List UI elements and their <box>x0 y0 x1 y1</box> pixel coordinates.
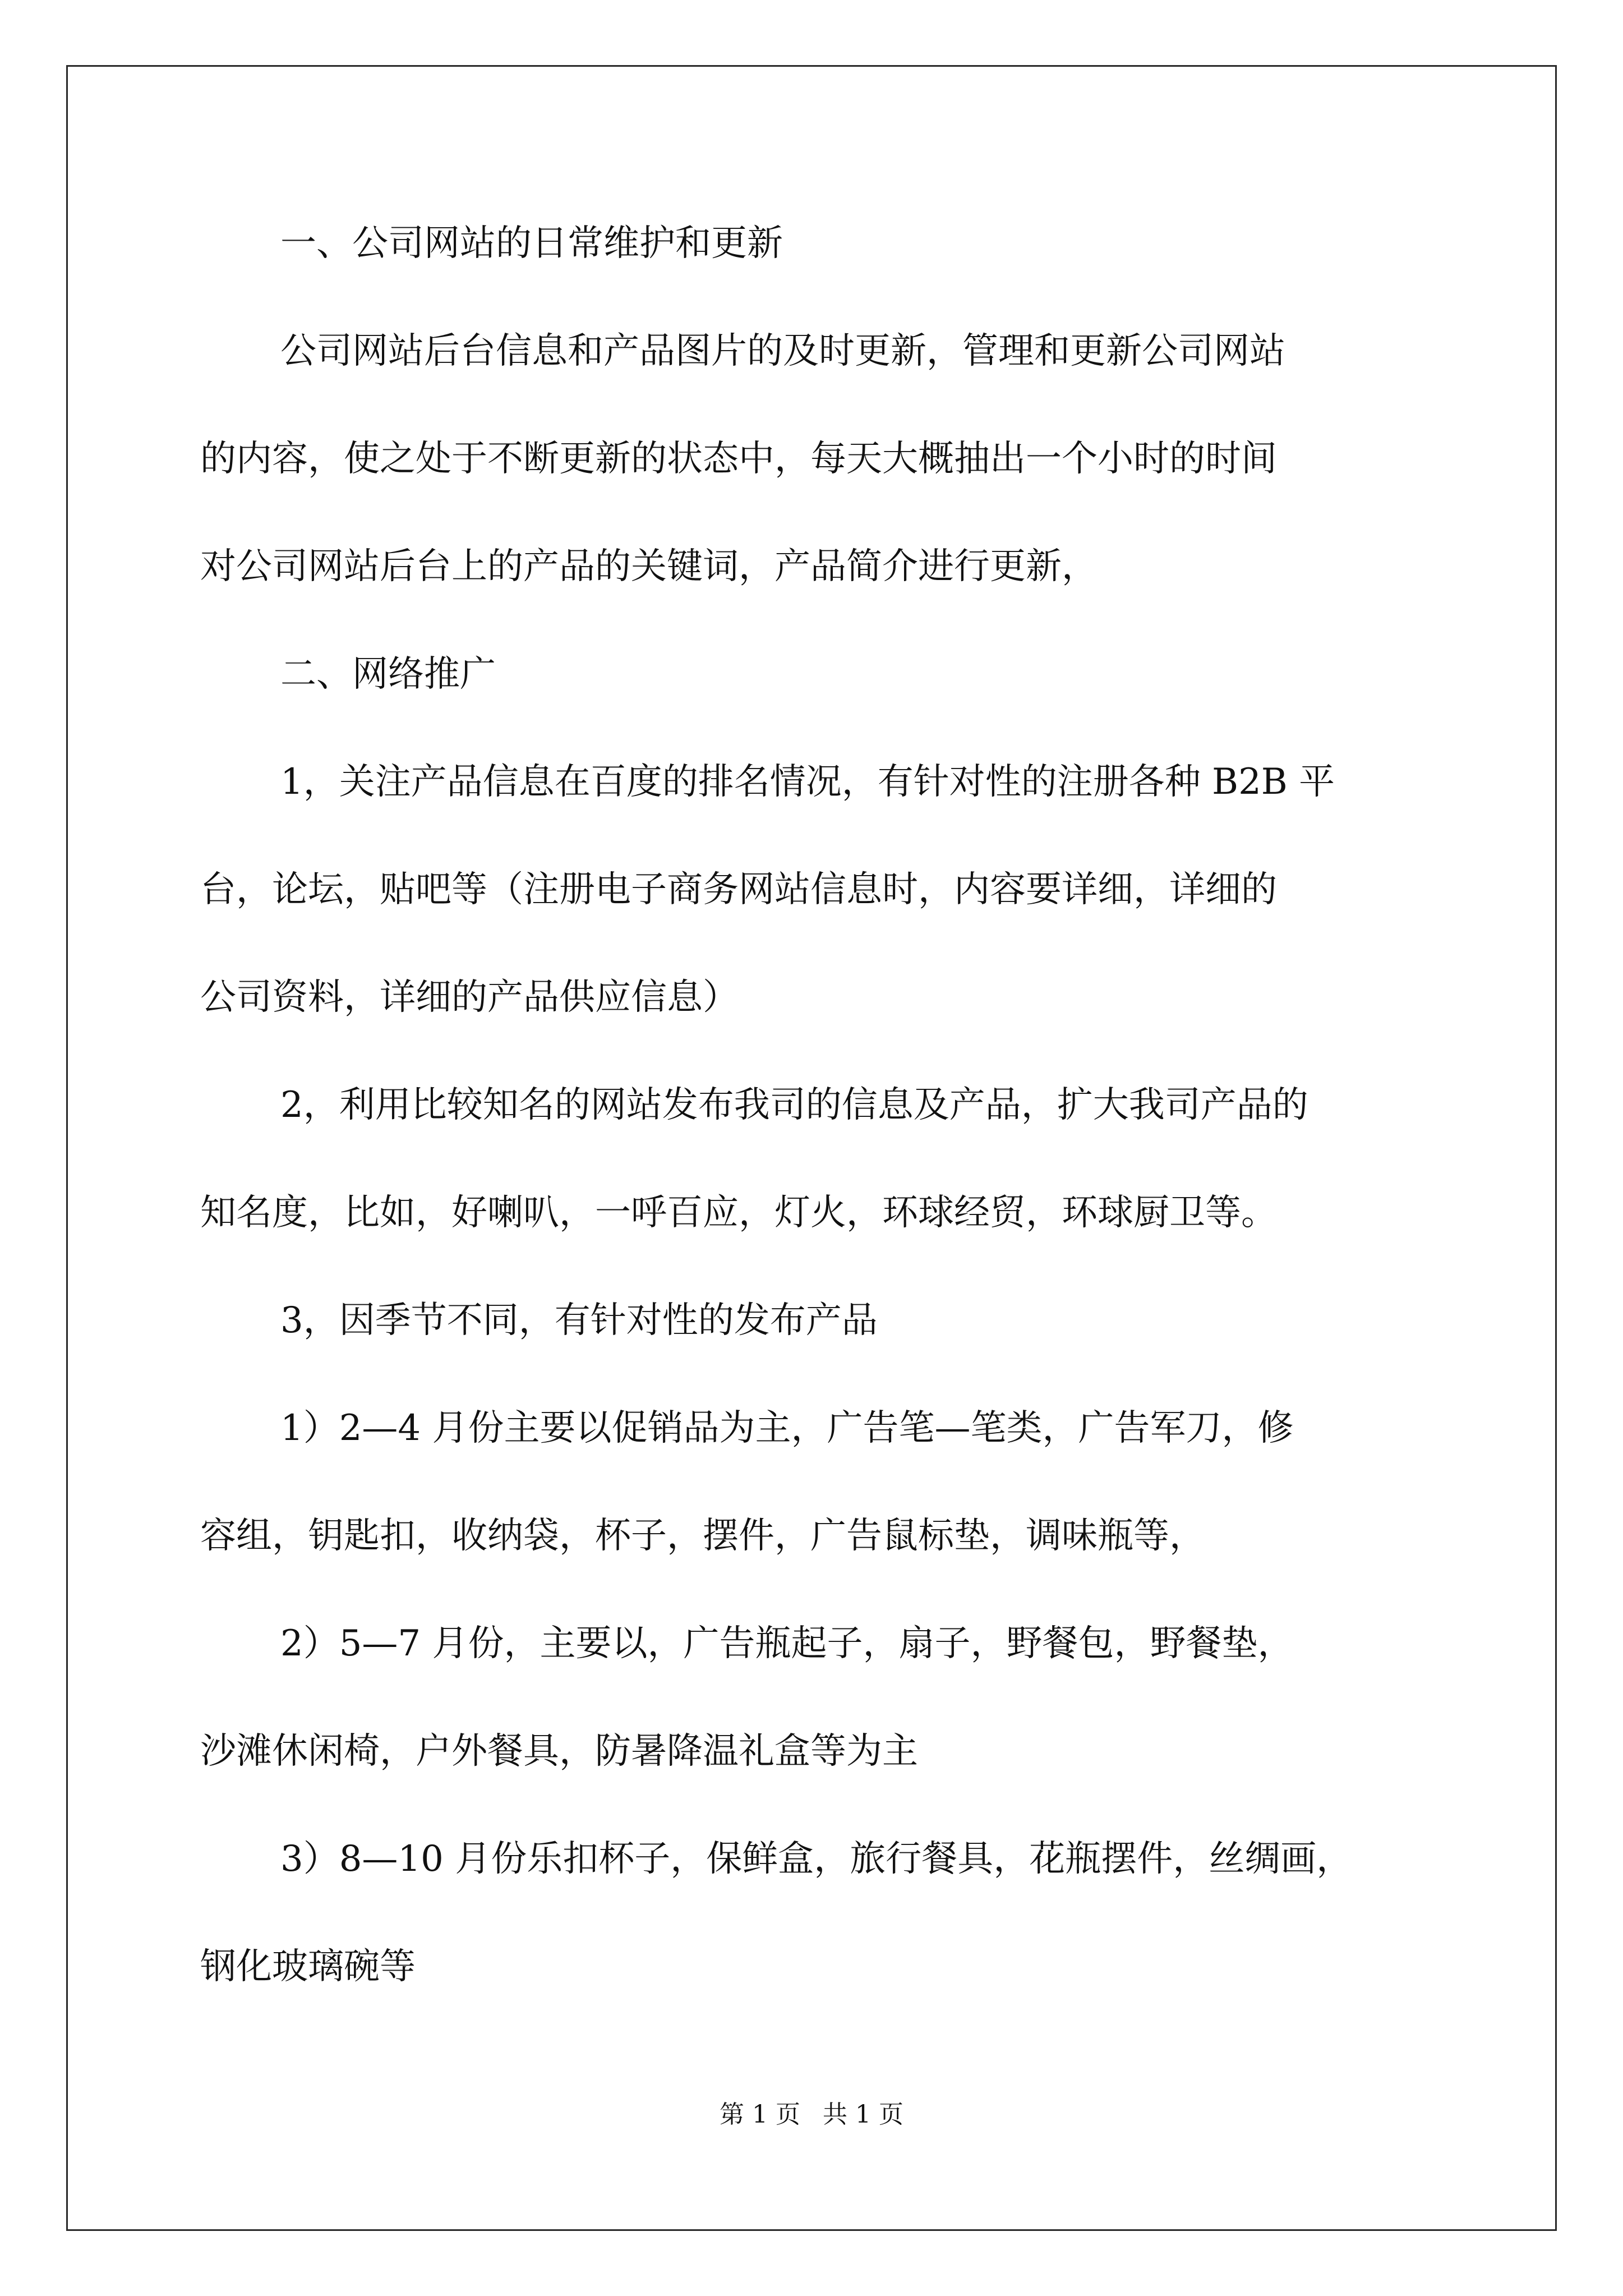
section-heading-1: 一、公司网站的日常维护和更新 <box>280 223 783 264</box>
paragraph-line: 2）5—7 月份，主要以，广告瓶起子，扇子，野餐包，野餐垫， <box>280 1623 1294 1664</box>
paragraph-line: 2，利用比较知名的网站发布我司的信息及产品，扩大我司产品的 <box>280 1084 1308 1126</box>
page-total: 共 1 页 <box>823 2100 903 2129</box>
paragraph-line: 3，因季节不同，有针对性的发布产品 <box>280 1300 878 1341</box>
paragraph-line: 公司资料，详细的产品供应信息） <box>200 977 739 1018</box>
section-heading-2: 二、网络推广 <box>280 654 496 695</box>
paragraph-line: 钢化玻璃碗等 <box>200 1946 416 1987</box>
page-border <box>66 65 1557 2231</box>
page-footer <box>0 2094 1623 2130</box>
paragraph-line: 台，论坛，贴吧等（注册电子商务网站信息时，内容要详细，详细的 <box>200 869 1277 910</box>
page-number: 第 1 页 <box>720 2100 800 2129</box>
paragraph-line: 的内容，使之处于不断更新的状态中，每天大概抽出一个小时的时间 <box>200 438 1277 480</box>
paragraph-line: 1）2—4 月份主要以促销品为主，广告笔—笔类，广告军刀，修 <box>280 1407 1294 1449</box>
paragraph-line: 对公司网站后台上的产品的关键词，产品简介进行更新， <box>200 546 1098 587</box>
paragraph-line: 知名度，比如，好喇叭，一呼百应，灯火，环球经贸，环球厨卫等。 <box>200 1192 1277 1234</box>
paragraph-line: 3）8—10 月份乐扣杯子，保鲜盒，旅行餐具，花瓶摆件，丝绸画， <box>280 1838 1353 1880</box>
paragraph-line: 沙滩休闲椅，户外餐具，防暑降温礼盒等为主 <box>200 1731 918 1772</box>
paragraph-line: 容组，钥匙扣，收纳袋，杯子，摆件，广告鼠标垫，调味瓶等， <box>200 1515 1205 1557</box>
paragraph-line: 公司网站后台信息和产品图片的及时更新，管理和更新公司网站 <box>280 330 1285 372</box>
paragraph-line: 1，关注产品信息在百度的排名情况，有针对性的注册各种 B2B 平 <box>280 761 1335 803</box>
